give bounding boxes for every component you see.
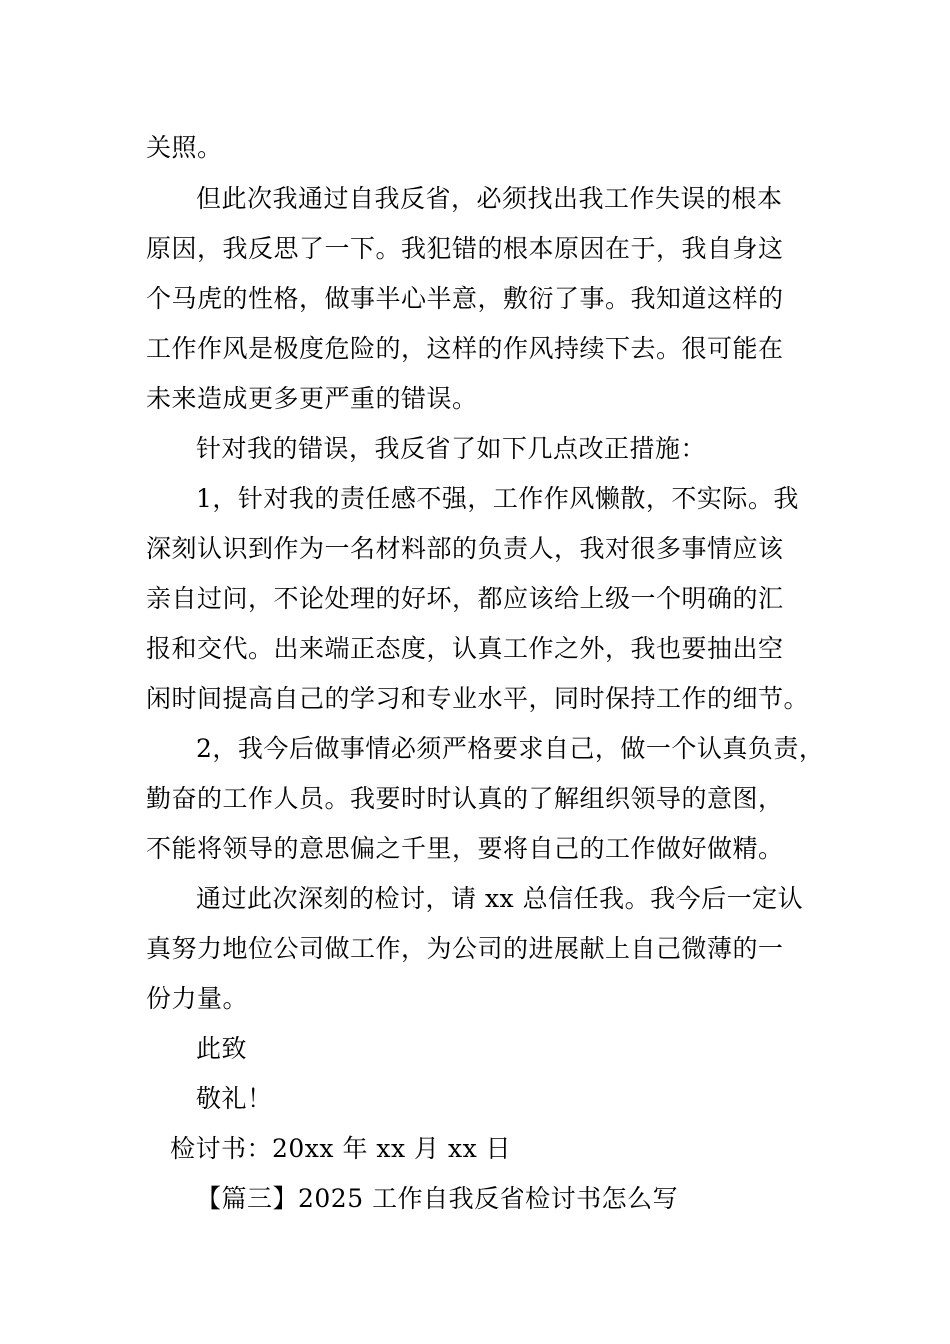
paragraph-line: 深刻认识到作为一名材料部的负责人，我对很多事情应该: [146, 534, 784, 563]
paragraph-line: 未来造成更多更严重的错误。: [146, 384, 478, 413]
paragraph-line: 原因，我反思了一下。我犯错的根本原因在于，我自身这: [146, 234, 784, 263]
paragraph-line: 2，我今后做事情必须严格要求自己，做一个认真负责，: [196, 734, 825, 763]
paragraph-line: 不能将领导的意思偏之千里，要将自己的工作做好做精。: [146, 834, 784, 863]
paragraph-line: 勤奋的工作人员。我要时时认真的了解组织领导的意图，: [146, 784, 784, 813]
paragraph-line: 关照。: [146, 133, 223, 162]
paragraph-line: 个马虎的性格，做事半心半意，敷衍了事。我知道这样的: [146, 284, 784, 313]
paragraph-line: 份力量。: [146, 984, 249, 1013]
paragraph-line: 报和交代。出来端正态度，认真工作之外，我也要抽出空: [146, 634, 784, 663]
section-heading: 【篇三】2025 工作自我反省检讨书怎么写: [196, 1184, 679, 1213]
closing-regards: 敬礼！: [196, 1084, 273, 1113]
paragraph-line: 真努力地位公司做工作，为公司的进展献上自己微薄的一: [146, 934, 784, 963]
closing-salutation: 此致: [196, 1034, 248, 1063]
paragraph-line: 1，针对我的责任感不强，工作作风懒散，不实际。我: [196, 484, 799, 513]
paragraph-line: 闲时间提高自己的学习和专业水平，同时保持工作的细节。: [146, 684, 810, 713]
signature-date: 检讨书：20xx 年 xx 月 xx 日: [170, 1134, 512, 1163]
paragraph-line: 但此次我通过自我反省，必须找出我工作失误的根本: [196, 184, 783, 213]
paragraph-line: 通过此次深刻的检讨，请 xx 总信任我。我今后一定认: [196, 884, 804, 913]
paragraph-line: 亲自过问，不论处理的好坏，都应该给上级一个明确的汇: [146, 584, 784, 613]
paragraph-line: 针对我的错误，我反省了如下几点改正措施：: [196, 434, 707, 463]
paragraph-line: 工作作风是极度危险的，这样的作风持续下去。很可能在: [146, 334, 784, 363]
